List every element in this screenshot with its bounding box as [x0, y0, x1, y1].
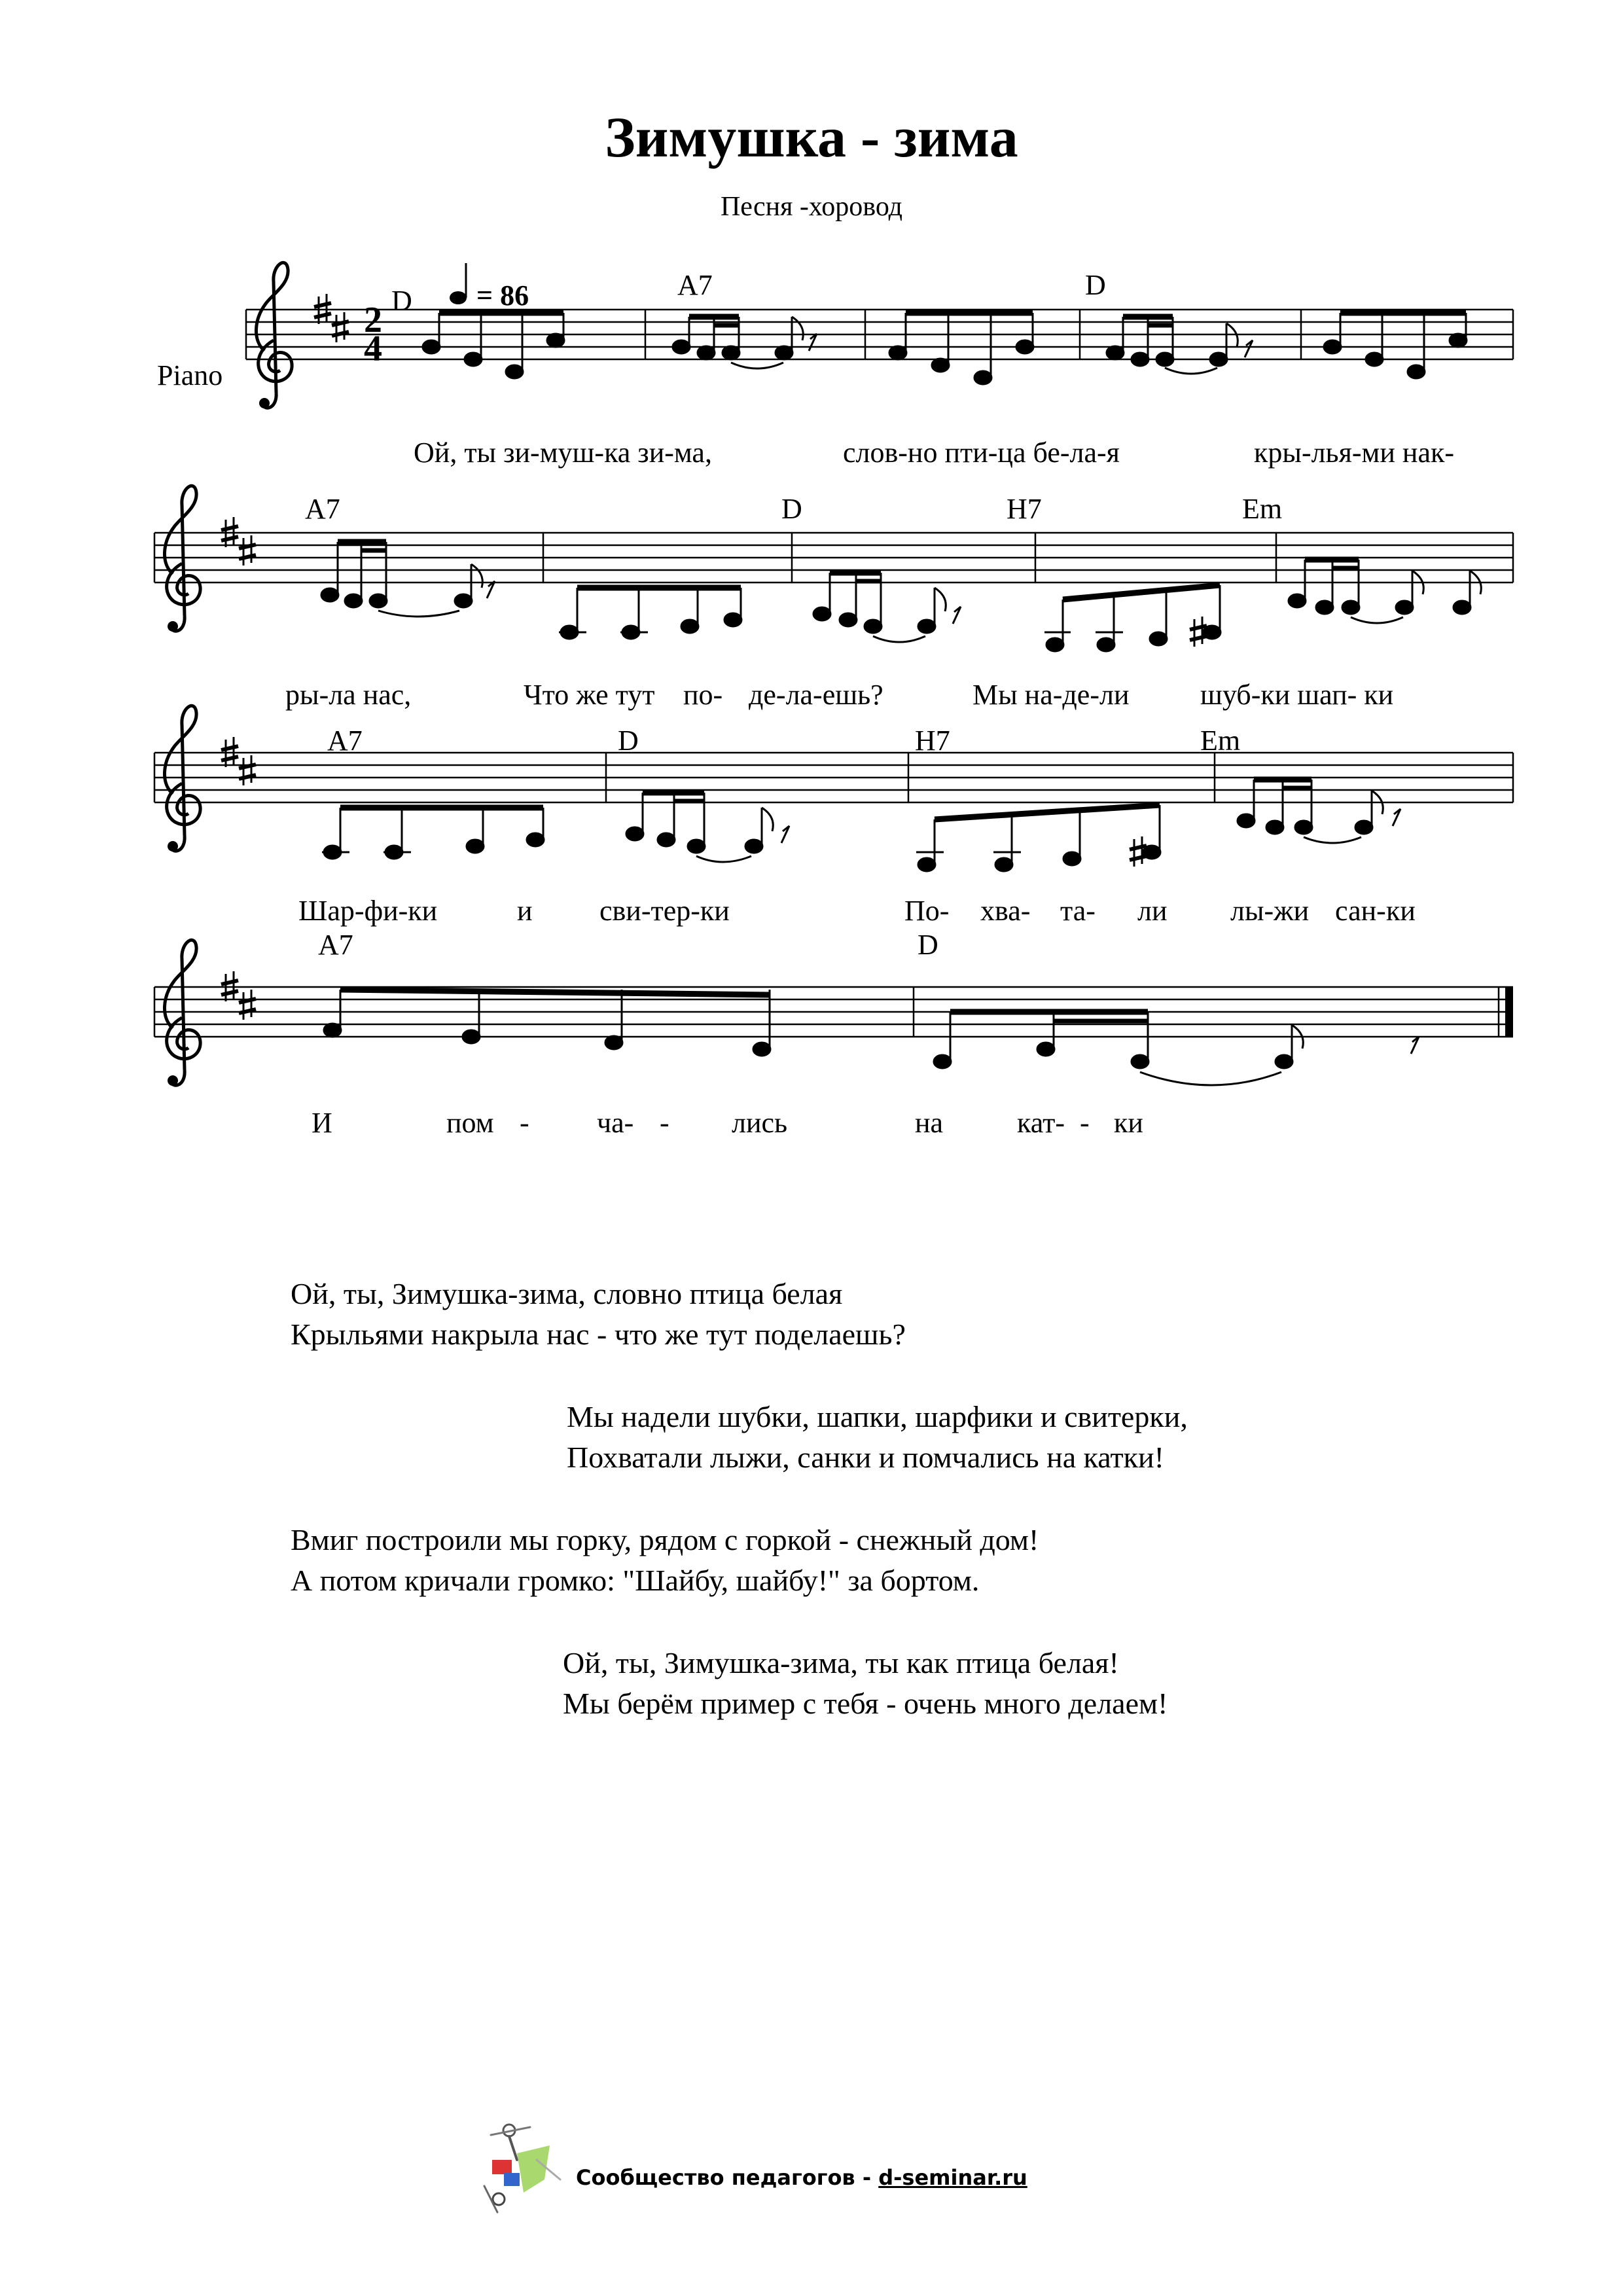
staff-system-1 [246, 262, 1513, 408]
stanza-line: А потом кричали громко: "Шайбу, шайбу!" за бортом. [291, 1564, 980, 1597]
stanza-line: Ой, ты, Зимушка-зима, ты как птица белая! [563, 1646, 1119, 1679]
chord-symbol: A7 [305, 493, 340, 525]
lyric-line: - [520, 1107, 529, 1139]
stanza-4 [563, 1643, 1168, 1724]
treble-clef-icon [256, 262, 292, 408]
lyric-line: ча- [597, 1107, 634, 1139]
lyric-line: де-ла-ешь? [749, 679, 883, 711]
chord-symbol: D [781, 493, 802, 525]
sharp-icon [239, 535, 256, 565]
lyric-line: Мы на-де-ли [972, 679, 1130, 711]
chord-symbol: H7 [915, 725, 950, 757]
stanza-line: Мы надели шубки, шапки, шарфики и свитерки, [567, 1400, 1188, 1433]
footer [576, 2165, 1027, 2190]
tempo-note-icon [450, 291, 467, 304]
chord-symbol: D [391, 285, 412, 317]
sharp-icon [239, 755, 256, 785]
stanza-1 [291, 1274, 906, 1355]
sharp-icon [332, 312, 349, 342]
lyric-line: ры-ла нас, [285, 679, 412, 711]
chord-symbol: H7 [1007, 493, 1042, 525]
lyric-line: кат- [1017, 1107, 1065, 1139]
lyric-line: на [915, 1107, 944, 1139]
treble-clef-icon [164, 940, 200, 1086]
lyric-line: ки [1114, 1107, 1143, 1139]
stanza-3 [291, 1520, 1039, 1601]
treble-clef-icon [164, 706, 200, 852]
tempo-marking: = 86 [476, 279, 529, 312]
treble-clef-icon [164, 486, 200, 632]
chord-symbol: D [618, 725, 639, 757]
sharp-icon [239, 990, 256, 1020]
lyric-line: сви-тер-ки [599, 895, 730, 927]
staff-system-2 [154, 486, 1513, 651]
stanza-line: Крыльями накрыла нас - что же тут поделаешь? [291, 1318, 906, 1351]
lyric-line: по- [683, 679, 723, 711]
instrument-label: Piano [157, 359, 223, 391]
footer-link[interactable]: d-seminar.ru [878, 2165, 1027, 2190]
lyric-line: лись [732, 1107, 788, 1139]
chord-symbol: Em [1242, 493, 1283, 525]
time-signature-bottom: 4 [364, 329, 382, 369]
lyric-line: кры-лья-ми нак- [1254, 437, 1455, 469]
community-logo-icon [484, 2125, 560, 2212]
lyric-line: хва- [980, 895, 1031, 927]
lyric-line: лы-жи [1230, 895, 1310, 927]
stanza-2 [567, 1397, 1188, 1478]
lyric-line: - [1080, 1107, 1090, 1139]
chord-symbol: D [1085, 269, 1106, 301]
stanza-line: Ой, ты, Зимушка-зима, словно птица белая [291, 1277, 843, 1310]
chord-symbol: Em [1200, 725, 1241, 757]
page-title: Зимушка - зима [605, 106, 1018, 170]
lyric-line: ки [1386, 895, 1416, 927]
footer-label: Сообщество педагогов - [576, 2165, 872, 2190]
lyric-line: слов-но пти-ца бе-ла-я [843, 437, 1120, 469]
stanza-line: Похватали лыжи, санки и помчались на катки! [567, 1441, 1164, 1474]
lyric-line: сан- [1335, 895, 1386, 927]
chord-symbol: D [918, 929, 938, 961]
staff-system-4 [154, 940, 1513, 1086]
lyric-line: Ой, ты зи-муш-ка зи-ма, [414, 437, 712, 469]
page-subtitle: Песня -хоровод [720, 192, 903, 222]
lyric-line: та- [1060, 895, 1096, 927]
lyric-line: ли [1137, 895, 1168, 927]
chord-symbol: A7 [327, 725, 363, 757]
lyric-line: Что же тут [524, 679, 655, 711]
lyric-line: и [517, 895, 533, 927]
lyric-line: пом [446, 1107, 494, 1139]
lyric-line: - [660, 1107, 669, 1139]
lyric-line: И [312, 1107, 332, 1139]
chord-symbol: A7 [677, 269, 713, 301]
lyric-line: шуб-ки шап- ки [1200, 679, 1394, 711]
lyric-line: По- [904, 895, 950, 927]
time-signature-top: 2 [364, 300, 382, 340]
chord-symbol: A7 [318, 929, 353, 961]
stanza-line: Мы берём пример с тебя - очень много делаем! [563, 1687, 1168, 1720]
stanza-line: Вмиг построили мы горку, рядом с горкой - снежный дом! [291, 1523, 1039, 1556]
lyric-line: Шар-фи-ки [298, 895, 438, 927]
